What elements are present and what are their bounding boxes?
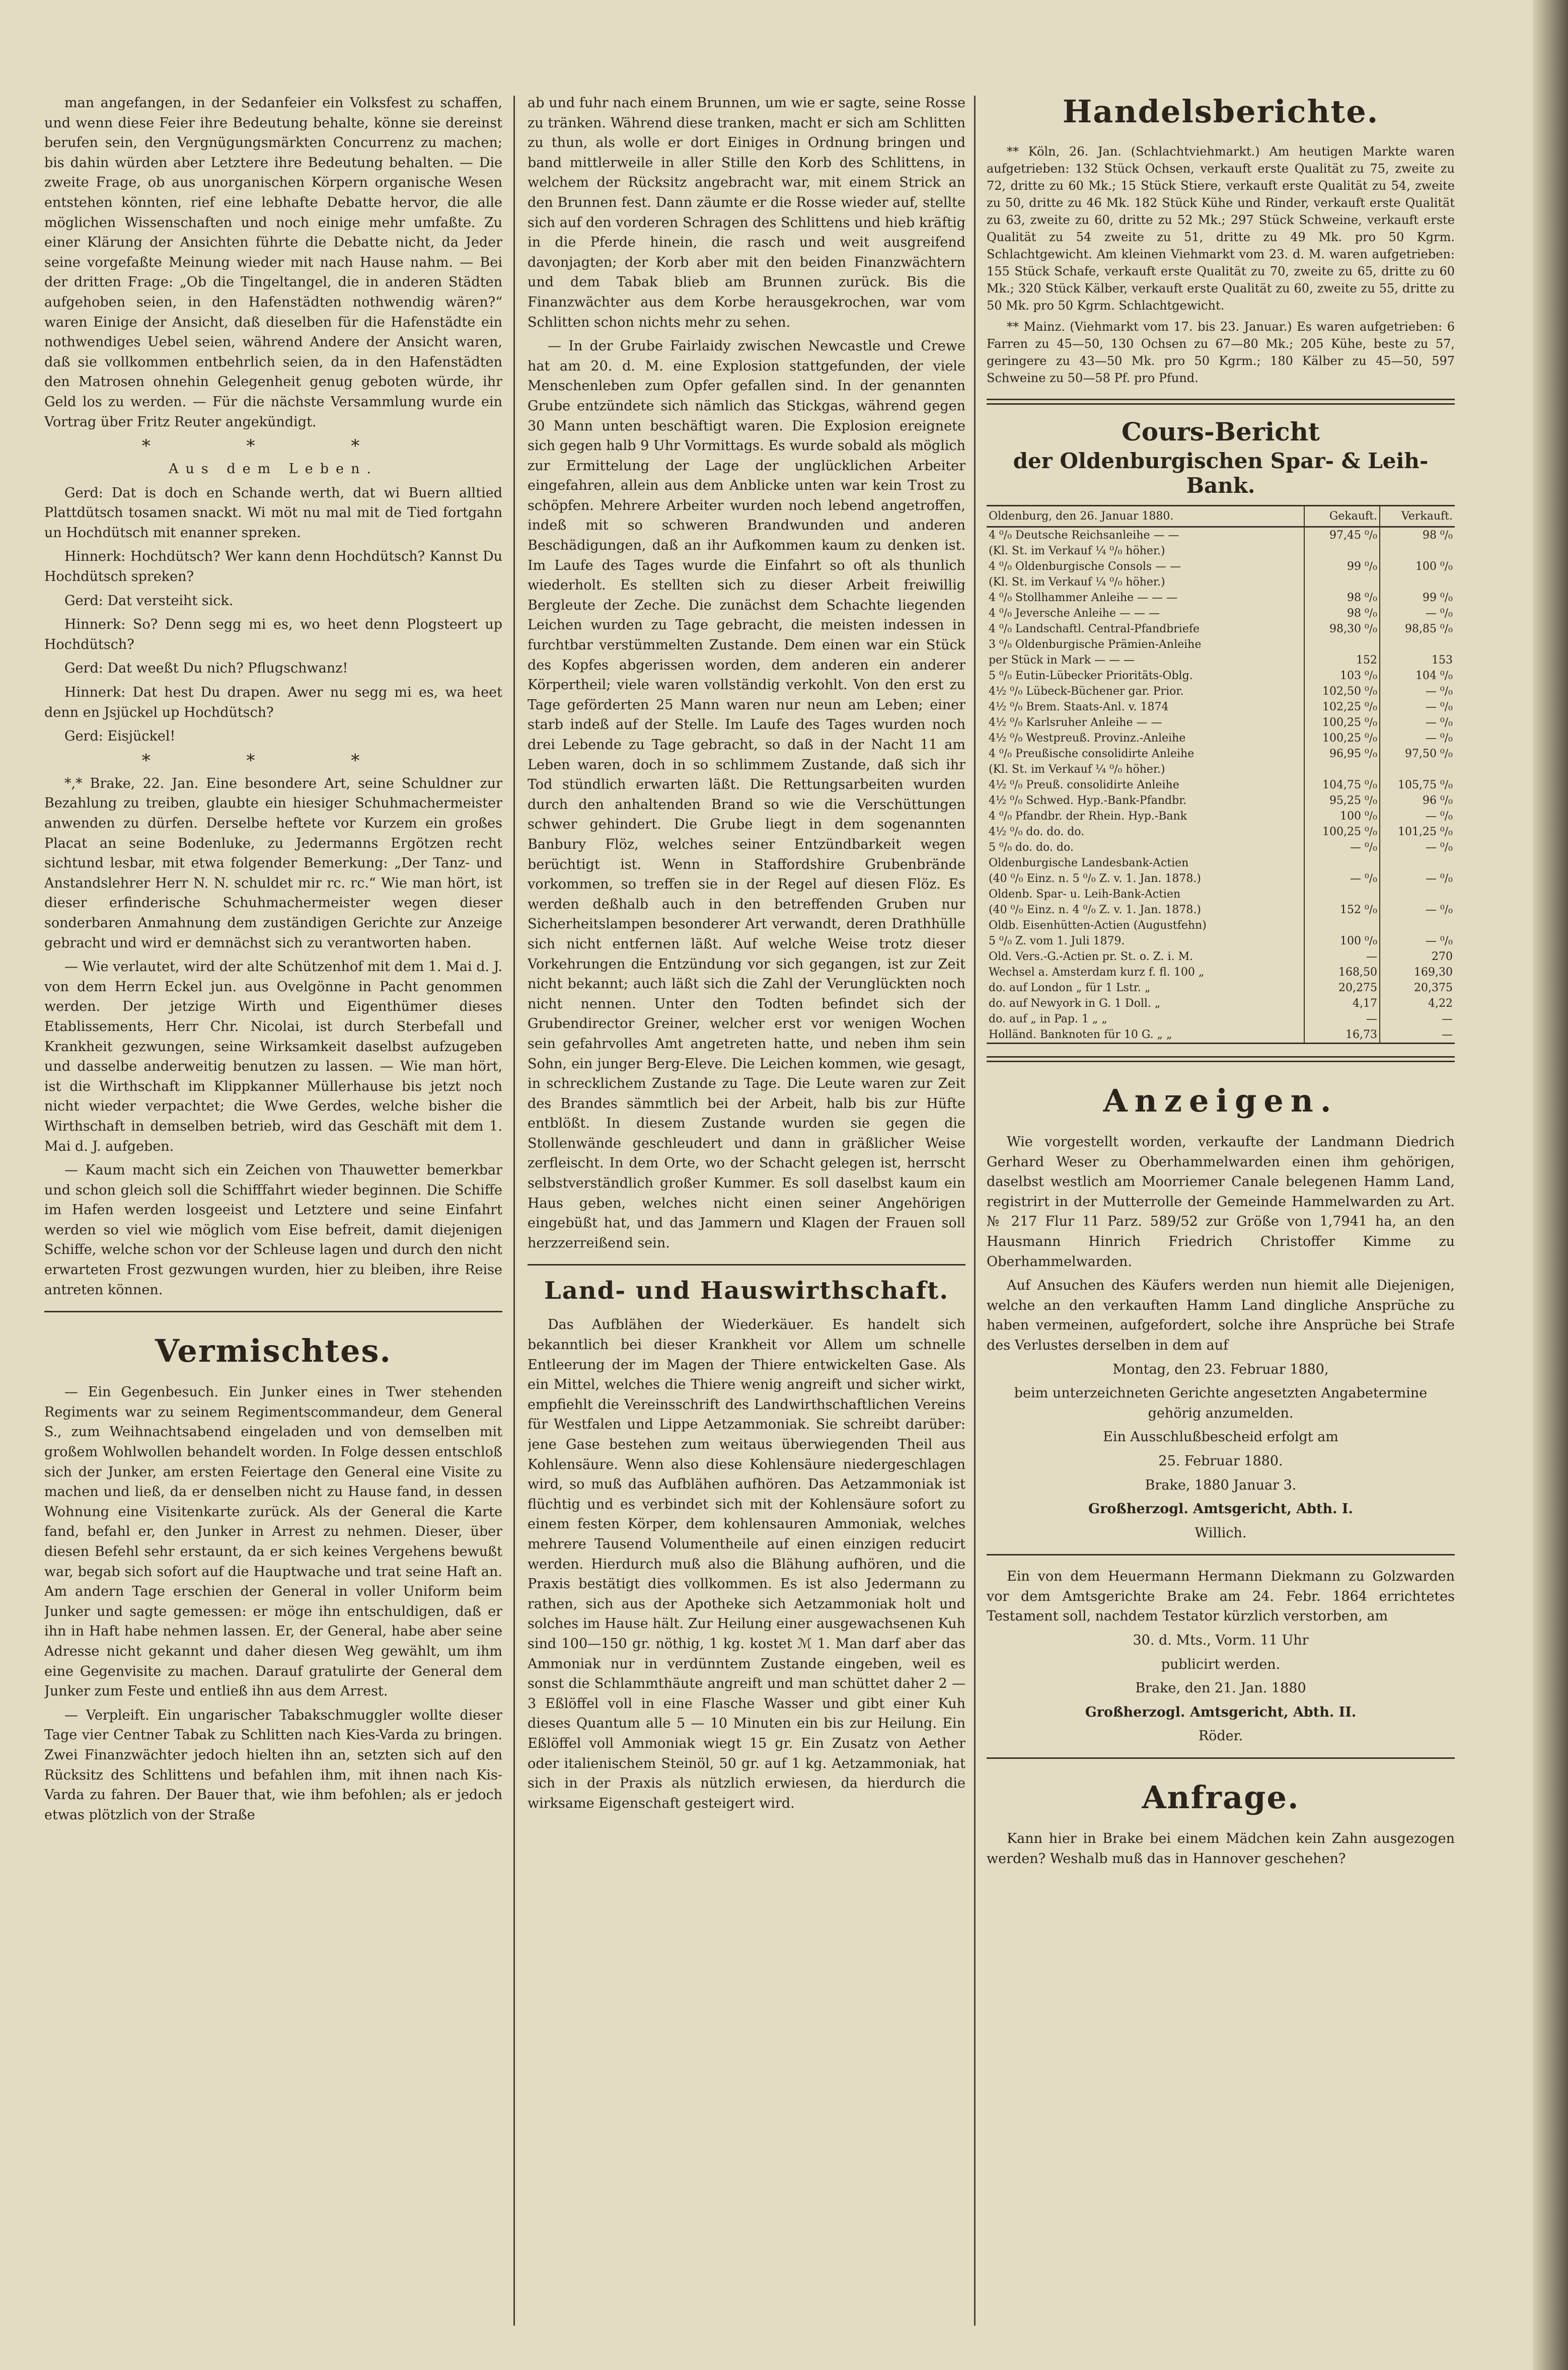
course-price-buy: 96,95 ⁰/₀	[1304, 746, 1380, 762]
course-price-sell	[1380, 918, 1455, 933]
column-middle	[528, 93, 965, 2328]
course-security-name: per Stück in Mark — — —	[989, 654, 1135, 666]
course-row	[987, 652, 1455, 668]
course-security-name: Old. Vers.-G.-Actien pr. St. o. Z. i. M.	[989, 950, 1193, 963]
course-price-buy: 102,50 ⁰/₀	[1304, 684, 1380, 699]
course-price-sell: 4,22	[1380, 996, 1455, 1011]
course-price-sell: 97,50 ⁰/₀	[1380, 746, 1455, 762]
ad-signature: Willich.	[1194, 1525, 1247, 1541]
course-security-name: do. auf London „ für 1 Lstr. „	[989, 982, 1151, 994]
course-row	[987, 1011, 1455, 1027]
article-thauwetter: — Kaum macht sich ein Zeichen von Thauwetter bemerkbar und schon gleich soll die Schifffahrt wieder beginnen. Die Schiffe im Hafen werden losgeeist und Letztere und seine Einfahrt werden so viel wie möglich vom Eise befreit, damit diejenigen Schiffe, welche schon vor der Schleuse lagen und durch den nicht erwarteten Frost gezwungen wurden, hier zu bleiben, ihre Reise antreten können.	[44, 1162, 502, 1298]
course-price-sell: — ⁰/₀	[1380, 871, 1455, 886]
course-price-buy	[1304, 637, 1380, 652]
course-price-sell: 270	[1380, 949, 1455, 965]
course-price-buy: —	[1304, 949, 1380, 965]
course-price-sell: — ⁰/₀	[1380, 606, 1455, 621]
course-security-name: Oldb. Eisenhütten-Actien (Augustfehn)	[989, 919, 1207, 932]
course-row	[987, 933, 1455, 949]
dialog-line: Gerd: Dat weeßt Du nich? Pflugschwanz!	[64, 660, 348, 677]
course-row	[987, 543, 1455, 559]
course-security-name: 4½ ⁰/₀ Westpreuß. Provinz.-Anleihe	[989, 732, 1186, 745]
course-report-title: Cours-Bericht	[1121, 417, 1320, 447]
course-price-sell: 99 ⁰/₀	[1380, 590, 1455, 606]
section-separator: * * *	[141, 436, 405, 457]
course-security-name: (Kl. St. im Verkauf ¼ ⁰/₀ höher.)	[989, 763, 1165, 776]
course-price-buy: 100 ⁰/₀	[1304, 808, 1380, 824]
course-row	[987, 699, 1455, 715]
article-grube-explosion: — In der Grube Fairlaidy zwischen Newcastle und Crewe hat am 20. d. M. eine Explosion stattgefunden, der viele Menschenleben zum Opfer gefallen sind. In der genannten Grube entzündete sich nämlich das Stickgas, während gegen 30 Mann unten beschäftigt waren. Die Explosion ereignete sich gegen halb 9 Uhr Vormittags. Es wurde sobald als möglich zur Ermittelung der Lage der unglücklichen Arbeiter eingefahren, allein aus dem Anblicke unten war kein Trost zu schöpfen. Mehrere Arbeiter wurden noch lebend angetroffen, indeß mit so schweren Brandwunden und anderen Beschädigungen, daß an ihr Aufkommen kaum zu denken ist. Im Laufe des Tages wurde die Einfahrt so oft als thunlich wiederholt. Es stellten sich zu dieser Arbeit freiwillig Bergleute der Zeche. Die zunächst dem Schachte liegenden Leichen wurden zu Tage gebracht, die meisten indessen in furchtbar verstümmelten Zustande. Dem einen war ein Stück des Kopfes abgerissen worden, dem anderen ein anderer Körpertheil; viele waren vollständig verkohlt. Von den erst zu Tage geförderten 25 Mann waren nur neun am Leben; einer starb indeß auf der Stelle. Im Laufe des Tages wurden noch drei Lebende zu Tage gebracht, so daß in der Nacht 11 am Leben waren, doch in so schlimmem Zustande, daß sich ihr Tod stündlich erwarten läßt. Die Rettungsarbeiten wurden durch den anhaltenden Brand so wie die Verschüttungen schwer gehindert. Die Grube liegt in dem sogenannten Banbury Flöz, welches seiner Entzündbarkeit wegen berüchtigt ist. Wenn in Staffordshire Grubenbrände vorkommen, so treffen sie in der Regel auf diesen Flöz. Es werden deßhalb auch in den betreffenden Gruben nur Sicherheitslampen besonderer Art verwandt, deren Drathhülle sich nicht entfernen läßt. Auf welche Weise trotz dieser Vorkehrungen die Entzündung vor sich gegangen, ist zur Zeit nicht bekannt; auch läßt sich die Zahl der Verunglückten noch nicht nennen. Unter den Todten befindet sich der Grubendirector Greiner, welcher erst vor wenigen Wochen sein gefahrvolles Amt angetreten hatte, und neben ihm sein Sohn, ein junger Berg-Eleve. Die Leichen kommen, wie gesagt, in schrecklichem Zustande zu Tage. Die Leute waren zur Zeit des Brandes sämmtlich bei der Arbeit, halb bis zur Hüfte entblößt. In diesem Zustande wurden sie gegen die Stollenwände geschleudert und dann in gräßlicher Weise zerfleischt. In dem Orte, wo der Schacht gelegen ist, herrscht selbstverständlich großer Kummer. Es soll daselbst kaum ein Haus geben, welches nicht einen seiner Angehörigen eingebüßt hat, und das Jammern und Klagen der Frauen soll herzzerreißend sein.	[528, 338, 965, 1251]
course-security-name: 5 ⁰/₀ Eutin-Lübecker Prioritäts-Oblg.	[989, 670, 1193, 682]
section-title-anzeigen: Anzeigen.	[1103, 1082, 1338, 1119]
course-security-name: do. auf Newyork in G. 1 Doll. „	[989, 997, 1161, 1010]
ad-signature: Röder.	[1198, 1728, 1243, 1744]
course-security-name: do. auf „ in Pap. 1 „ „	[989, 1013, 1107, 1025]
course-price-sell: — ⁰/₀	[1380, 933, 1455, 949]
course-price-buy: 152	[1304, 652, 1380, 668]
course-row	[987, 824, 1455, 840]
article-verpleift-continued: ab und fuhr nach einem Brunnen, um wie er sagte, seine Rosse zu tränken. Während diese tranken, macht er sich am Schlitten zu thun, als wolle er dort Einiges in Ordnung bringen und band mittlerweile in aller Stille den Korb des Schlittens, in welchem der Rücksitz angebracht war, mit einem Strick an den Brunnen fest. Dann zäumte er die Rosse wieder auf, stellte sich auf den vorderen Schragen des Schlittens und hieb kräftig in die Pferde hinein, die rasch und weit ausgreifend davonjagten; der Korb aber mit den beiden Finanzwächtern und dem Tabak blieb am Brunnen zurück. Bis die Finanzwächter aus dem Korbe herausgekrochen, war vom Schlitten schon nichts mehr zu sehen.	[528, 95, 965, 330]
course-row	[987, 684, 1455, 699]
section-title-land-hauswirthschaft: Land- und Hauswirthschaft.	[544, 1277, 949, 1305]
course-price-buy: 102,25 ⁰/₀	[1304, 699, 1380, 715]
course-price-buy	[1304, 855, 1380, 871]
course-price-buy: 98 ⁰/₀	[1304, 590, 1380, 606]
ad-issuer: Großherzogl. Amtsgericht, Abth. I.	[1088, 1501, 1353, 1517]
course-price-buy: — ⁰/₀	[1304, 840, 1380, 855]
course-table-header	[987, 506, 1455, 527]
course-security-name: Holländ. Banknoten für 10 G. „ „	[987, 1027, 1304, 1044]
section-title-vermischtes: Vermischtes.	[155, 1332, 392, 1370]
course-price-sell: 100 ⁰/₀	[1380, 559, 1455, 574]
course-row	[987, 637, 1455, 652]
article-aufblaehen: Das Aufblähen der Wiederkäuer. Es handelt sich bekanntlich bei dieser Krankheit vor Allem um schnelle Entleerung der im Magen der Thiere entwickelten Gase. Als ein Mittel, welches die Thiere wenig angreift und sicher wirkt, empfiehlt die Vereinsschrift des Landwirthschaftlichen Vereins für Westfalen und Lippe Aetzammoniak. Sie schreibt darüber: jene Gase bestehen zum weitaus überwiegenden Theil aus Kohlensäure. Wenn also diese Kohlensäure niedergeschlagen wird, so muß das Aufblähen aufhören. Das Aetzammoniak ist flüchtig und es verbindet sich mit der Kohlensäure sofort zu einem festen Körper, dem kohlensauren Ammoniak, welches mehrere Tausend Volumentheile auf einen einzigen reducirt werden. Hierdurch muß also die Blähung aufhören, und die Praxis bestätigt dies vollkommen. Es ist also Jedermann zu rathen, sich aus der Apotheke sich Aetzammoniak holt und solches im Hause hält. Zur Heilung einer ausgewachsenen Kuh sind 100—150 gr. nöthig, 1 kg. kostet ℳ 1. Man darf aber das Ammoniak nur in verdünntem Zustande eingeben, weil es sonst die Schlammthäute angreift und man schüttet daher 2 — 3 Eßlöffel voll in eine Flasche Wasser und gibt einer Kuh dieses Quantum alle 5 — 10 Minuten ein bis zur Heilung. Ein Eßlöffel voll Ammoniak wiegt 15 gr. Ein Zusatz von Aether oder italienischem Steinöl, 50 gr. auf 1 kg. Aetzammoniak, hat sich in der Praxis als nützlich erwiesen, da hierdurch die wirksame Eigenschaft gesteigert wird.	[528, 1317, 965, 1811]
article-gegenbesuch: — Ein Gegenbesuch. Ein Junker eines in Twer stehenden Regiments war zu seinem Regimentscommandeur, dem General S., zum Weihnachtsabend eingeladen und von demselben mit großem Wohlwollen behandelt worden. In Folge dessen entschloß sich der Junker, am ersten Feiertage den General eine Visite zu machen und ließ, da er denselben nicht zu Hause fand, in dessen Wohnung eine Visitenkarte zurück. Als der General die Karte fand, befahl er, den Junker in Arrest zu nehmen. Dieser, über diesen Befehl sehr erstaunt, da er sich keines Vergehens bewußt war, begab sich sofort auf die Hauptwache und trat seine Haft an. Am andern Tage erschien der General in voller Uniform beim Junker und sagte gemessen: er möge ihn entschuldigen, daß er ihn in Haft habe nehmen lassen. Er, der General, habe aber seine Adresse nicht gekannt und daher diesen Weg gewählt, um ihm eine Gegenvisite zu machen. Darauf gratulirte der General dem Junker zum Feste und entließ ihn aus dem Arrest.	[44, 1384, 502, 1699]
section-separator: * * *	[141, 750, 405, 771]
ad-place-date: Brake, den 21. Jan. 1880	[1135, 1680, 1306, 1696]
course-price-buy: 98 ⁰/₀	[1304, 606, 1380, 621]
ad-date: 30. d. Mts., Vorm. 11 Uhr	[1133, 1633, 1309, 1649]
course-price-buy	[1304, 918, 1380, 933]
course-price-buy: 99 ⁰/₀	[1304, 559, 1380, 574]
course-price-buy: 168,50	[1304, 965, 1380, 980]
course-price-sell: 104 ⁰/₀	[1380, 668, 1455, 684]
course-row	[987, 840, 1455, 855]
course-security-name: (Kl. St. im Verkauf ¼ ⁰/₀ höher.)	[989, 576, 1165, 588]
report-mainz: ** Mainz. (Viehmarkt vom 17. bis 23. Januar.) Es waren aufgetrieben: 6 Farren zu 45—50, 130 Ochsen zu 67—80 Mk.; 205 Kühe, beste zu 57, geringere zu 43—50 Mk. pro 50 Kgrm.; 180 Kälber zu 45—50, 597 Schweine zu 50—58 Pf. pro Pfund.	[987, 320, 1455, 385]
article-verpleift: — Verpleift. Ein ungarischer Tabakschmuggler wollte dieser Tage vier Centner Tabak zu Schlitten nach Kies-Varda zu bringen. Zwei Finanzwächter jedoch hielten ihn an, setzten sich auf den Rücksitz des Schlittens und befahlen ihm, mit ihnen nach Kis-Varda zu fahren. Der Bauer that, wie ihm befohlen; als er jedoch etwas plötzlich von der Straße	[44, 1707, 502, 1823]
course-row	[987, 871, 1455, 886]
course-price-sell: —	[1380, 1027, 1455, 1044]
divider	[987, 1757, 1455, 1759]
divider	[528, 1264, 965, 1266]
course-security-name: (40 ⁰/₀ Einz. n. 4 ⁰/₀ Z. v. 1. Jan. 1878.)	[989, 904, 1201, 916]
divider	[987, 1056, 1455, 1062]
course-row	[987, 777, 1455, 793]
course-security-name: 4 ⁰/₀ Deutsche Reichsanleihe — —	[989, 529, 1179, 542]
course-security-name: Wechsel a. Amsterdam kurz f. fl. 100 „	[989, 966, 1205, 979]
course-price-buy: 97,45 ⁰/₀	[1304, 527, 1380, 544]
course-row	[987, 574, 1455, 590]
course-security-name: 4½ ⁰/₀ Lübeck-Büchener gar. Prior.	[989, 685, 1184, 698]
course-price-buy: 100,25 ⁰/₀	[1304, 715, 1380, 730]
course-security-name: 5 ⁰/₀ do. do. do.	[989, 841, 1074, 854]
divider	[987, 399, 1455, 405]
course-price-sell	[1380, 543, 1455, 559]
ad-date: Montag, den 23. Februar 1880,	[1112, 1361, 1329, 1377]
course-row	[987, 980, 1455, 996]
advertisement-testament	[987, 1567, 1455, 1746]
course-row	[987, 793, 1455, 808]
course-price-sell: — ⁰/₀	[1380, 808, 1455, 824]
course-price-sell: — ⁰/₀	[1380, 902, 1455, 918]
course-price-buy	[1304, 886, 1380, 902]
course-row	[987, 668, 1455, 684]
course-row	[987, 621, 1455, 637]
column-verkauft: Verkauft.	[1380, 506, 1455, 527]
course-row	[987, 808, 1455, 824]
divider	[987, 1554, 1455, 1556]
column-right	[987, 93, 1455, 2328]
section-title-handelsberichte: Handelsberichte.	[1062, 93, 1379, 130]
course-price-buy: 100,25 ⁰/₀	[1304, 824, 1380, 840]
course-row	[987, 590, 1455, 606]
course-price-buy: 103 ⁰/₀	[1304, 668, 1380, 684]
ad-date: 25. Februar 1880.	[1158, 1453, 1283, 1469]
course-security-name: 4 ⁰/₀ Landschaftl. Central-Pfandbriefe	[989, 623, 1200, 635]
ad-text: beim unterzeichneten Gerichte angesetzten Angabetermine gehörig anzumelden.	[1014, 1385, 1428, 1421]
course-price-sell	[1380, 855, 1455, 871]
course-row	[987, 559, 1455, 574]
course-price-sell	[1380, 762, 1455, 777]
dialog-line: Gerd: Dat versteiht sick.	[64, 592, 234, 609]
course-security-name: 4½ ⁰/₀ Brem. Staats-Anl. v. 1874	[989, 701, 1169, 713]
course-report-subtitle: der Oldenburgischen Spar- & Leih-Bank.	[1013, 449, 1429, 498]
course-price-sell: — ⁰/₀	[1380, 840, 1455, 855]
ad-place-date: Brake, 1880 Januar 3.	[1145, 1477, 1297, 1493]
course-price-sell: 105,75 ⁰/₀	[1380, 777, 1455, 793]
course-price-sell: 153	[1380, 652, 1455, 668]
ad-text: Ein von dem Heuermann Hermann Diekmann zu Golzwarden vor dem Amtsgerichte Brake am 24. Febr. 1864 errichtetes Testament soll, nachdem Testator kürzlich verstorben, am	[987, 1569, 1455, 1624]
course-row	[987, 606, 1455, 621]
section-title-anfrage: Anfrage.	[1142, 1779, 1300, 1816]
course-price-sell	[1380, 886, 1455, 902]
course-price-buy: 4,17	[1304, 996, 1380, 1011]
course-price-buy	[1304, 543, 1380, 559]
course-security-name: (40 ⁰/₀ Einz. n. 5 ⁰/₀ Z. v. 1. Jan. 1878.)	[989, 872, 1201, 885]
section-title-aus-dem-leben: Aus dem Leben.	[169, 461, 378, 477]
article-sedanfeier: man angefangen, in der Sedanfeier ein Volksfest zu schaffen, und wenn diese Feier ihre Bedeutung behalte, könne sie dereinst berufen sein, den Vergnügungsmärkten Concurrenz zu machen; bis dahin würden aber Letztere ihre Bedeutung behalten. — Die zweite Frage, ob aus unorganischen Körpern organische Wesen entstehen könnten, rief eine lebhafte Debatte hervor, die alle möglichen Wissenschaften und noch einige mehr umfaßte. Zu einer Klärung der Ansichten führte die Debatte nicht, da Jeder seine vorgefaßte Meinung wieder mit nach Hause nahm. — Bei der dritten Frage: „Ob die Tingeltangel, die in anderen Städten aufgehoben seien, in den Hafenstädten nothwendig wären?“ waren Einige der Ansicht, daß dieselben für die Hafenstädte ein nothwendiges Uebel seien, während Andere der Ansicht waren, daß sie vollkommen entbehrlich seien, da in den Hafenstädten den Matrosen ohnehin Gelegenheit genug geboten würde, ihr Geld los zu werden. — Für die nächste Versammlung wurde ein Vortrag über Fritz Reuter angekündigt.	[44, 95, 502, 430]
course-row	[987, 855, 1455, 871]
course-table-body	[987, 527, 1455, 1044]
course-price-buy: 100,25 ⁰/₀	[1304, 730, 1380, 746]
dialog-gerd-hinnerk	[44, 483, 502, 747]
course-price-sell: — ⁰/₀	[1380, 730, 1455, 746]
divider	[44, 1311, 502, 1312]
course-row	[987, 1027, 1455, 1044]
course-price-sell: — ⁰/₀	[1380, 715, 1455, 730]
course-price-buy: 98,30 ⁰/₀	[1304, 621, 1380, 637]
dialog-line: Hinnerk: So? Denn segg mi es, wo heet denn Plogsteert up Hochdütsch?	[44, 617, 502, 652]
course-security-name: 4½ ⁰/₀ do. do. do.	[989, 826, 1085, 838]
column-rule-1	[513, 96, 515, 2326]
course-row	[987, 996, 1455, 1011]
article-schuetzenhof: — Wie verlautet, wird der alte Schützenhof mit dem 1. Mai d. J. von dem Herrn Eckel jun. aus Ovelgönne in Pacht genommen werden. Der jetzige Wirth und Eigenthümer dieses Etablissements, Herr Chr. Nicolai, ist durch Sterbefall und Krankheit gezwungen, seine Wirksamkeit daselbst aufzugeben und dasselbe anderweitig benutzen zu lassen. — Wie man hört, ist die Wirthschaft im Klippkanner Müllerhause bis jetzt noch nicht wieder verpachtet; die Wwe Gerdes, welche bisher die Wirthschaft in demselben betrieb, wird das Geschäft mit dem 1. Mai d. J. aufgeben.	[44, 959, 502, 1154]
course-price-buy: —	[1304, 1011, 1380, 1027]
course-security-name: 4 ⁰/₀ Jeversche Anleihe — — —	[989, 607, 1160, 620]
course-price-sell: —	[1380, 1011, 1455, 1027]
course-row	[987, 730, 1455, 746]
course-security-name: (Kl. St. im Verkauf ¼ ⁰/₀ höher.)	[989, 545, 1165, 557]
course-price-buy: 152 ⁰/₀	[1304, 902, 1380, 918]
dialog-line: Hinnerk: Dat hest Du drapen. Awer nu segg mi es, wa heet denn en Jsjückel up Hochdütsch?	[44, 685, 502, 720]
dialog-line: Gerd: Dat is doch en Schande werth, dat wi Buern alltied Plattdütsch tosamen snackt. Wi möt nu mal mit de Tied fortgahn un Hochdütsch mit enanner spreken.	[44, 485, 502, 541]
course-security-name: 5 ⁰/₀ Z. vom 1. Juli 1879.	[989, 935, 1125, 947]
column-gekauft: Gekauft.	[1304, 506, 1380, 527]
course-security-name: 4½ ⁰/₀ Preuß. consolidirte Anleihe	[989, 779, 1179, 791]
course-security-name: 4 ⁰/₀ Pfandbr. der Rhein. Hyp.-Bank	[989, 810, 1187, 823]
course-price-sell: — ⁰/₀	[1380, 684, 1455, 699]
ad-text: Auf Ansuchen des Käufers werden nun hiemit alle Diejenigen, welche an den verkauften Hamm Land dingliche Ansprüche zu haben vermeinen, aufgefordert, solche ihre Ansprüche bei Strafe des Verlustes derselben in dem auf	[987, 1278, 1455, 1353]
course-price-buy: 20,275	[1304, 980, 1380, 996]
course-price-sell: — ⁰/₀	[1380, 699, 1455, 715]
course-security-name: 4½ ⁰/₀ Karlsruher Anleihe — —	[989, 716, 1162, 729]
course-row	[987, 886, 1455, 902]
course-security-name: Oldenb. Spar- u. Leih-Bank-Actien	[989, 888, 1181, 901]
course-price-buy: — ⁰/₀	[1304, 871, 1380, 886]
course-row	[987, 902, 1455, 918]
course-security-name: 4 ⁰/₀ Oldenburgische Consols — —	[989, 560, 1181, 573]
dialog-line: Hinnerk: Hochdütsch? Wer kann denn Hochdütsch? Kannst Du Hochdütsch spreken?	[44, 549, 502, 585]
course-row	[987, 918, 1455, 933]
course-row	[987, 965, 1455, 980]
course-price-buy	[1304, 762, 1380, 777]
course-price-sell: 20,375	[1380, 980, 1455, 996]
course-price-buy: 104,75 ⁰/₀	[1304, 777, 1380, 793]
course-row	[987, 527, 1455, 544]
ad-text: publicirt werden.	[1161, 1656, 1281, 1672]
ad-issuer: Großherzogl. Amtsgericht, Abth. II.	[1085, 1704, 1357, 1720]
report-koeln: ** Köln, 26. Jan. (Schlachtviehmarkt.) Am heutigen Markte waren aufgetrieben: 132 Stück Ochsen, verkauft erste Qualität zu 75, zweite zu 72, dritte zu 60 Mk.; 15 Stück Stiere, verkauft erste Qualität zu 54, zweite zu 50, dritte zu 46 Mk. 182 Stück Kühe und Rinder, verkauft erste Qualität zu 63, zweite zu 60, dritte zu 52 Mk.; 297 Stück Schweine, verkauft erste Qualität zu 54 zweite zu 51, dritte zu 49 Mk. pro 50 Kgrm. Schlachtgewicht. Am kleinen Viehmarkt vom 23. d. M. waren aufgetrieben: 155 Stück Schafe, verkauft erste Qualität zu 70, zweite zu 65, dritte zu 60 Mk.; 320 Stück Kälber, verkauft erste Qualität zu 60, zweite zu 55, dritte zu 50 Mk. pro 50 Kgrm. Schlachtgewicht.	[987, 144, 1455, 313]
course-row	[987, 746, 1455, 762]
course-security-name: 4½ ⁰/₀ Schwed. Hyp.-Bank-Pfandbr.	[989, 794, 1187, 807]
course-price-buy: 100 ⁰/₀	[1304, 933, 1380, 949]
advertisement-hammland	[987, 1132, 1455, 1543]
column-rule-2	[974, 96, 976, 2326]
ad-text: Ein Ausschlußbescheid erfolgt am	[1103, 1429, 1338, 1445]
page-gutter	[1533, 0, 1568, 2370]
course-row	[987, 762, 1455, 777]
course-row	[987, 715, 1455, 730]
course-security-name: 3 ⁰/₀ Oldenburgische Prämien-Anleihe	[989, 638, 1202, 651]
course-security-name: Oldenburgische Landesbank-Actien	[989, 857, 1189, 869]
article-brake-schuhmacher: *,* Brake, 22. Jan. Eine besondere Art, seine Schuldner zur Bezahlung zu treiben, glaubte ein hiesiger Schuhmachermeister anwenden zu dürfen. Derselbe heftete vor Kurzem ein großes Placat an seine Bodenluke, zu Jedermanns Ergötzen recht sichtund lesbar, mit etwa folgender Bemerkung: „Der Tanz- und Anstandslehrer Herr N. N. schuldet mir rc. rc.“ Wie man hört, ist dieser erfinderische Schuhmachermeister wegen dieser sonderbaren Anmahnung dem zuständigen Gerichte zur Anzeige gebracht und wird er demnächst sich zu verantworten haben.	[44, 775, 502, 951]
course-price-sell: 101,25 ⁰/₀	[1380, 824, 1455, 840]
course-price-sell: 98,85 ⁰/₀	[1380, 621, 1455, 637]
course-price-sell: 169,30	[1380, 965, 1455, 980]
course-price-sell	[1380, 637, 1455, 652]
course-price-sell	[1380, 574, 1455, 590]
course-price-sell: 98 ⁰/₀	[1380, 527, 1455, 544]
course-table	[987, 505, 1455, 1044]
course-price-buy	[1304, 574, 1380, 590]
article-anfrage: Kann hier in Brake bei einem Mädchen kein Zahn ausgezogen werden? Weshalb muß das in Hannover geschehen?	[987, 1831, 1455, 1867]
ad-text: Wie vorgestellt worden, verkaufte der Landmann Diedrich Gerhard Weser zu Oberhammelwarden einen ihm gehörigen, daselbst westlich am Moorriemer Canale belegenen Hamm Land, registrirt in der Mutterrolle der Gemeinde Hammelwarden zu Art. № 217 Flur 11 Parz. 589/52 zur Größe von 1,7941 ha, an den Hausmann Hinrich Friedrich Christoffer Kimme zu Oberhammelwarden.	[987, 1134, 1455, 1270]
dialog-line: Gerd: Eisjückel!	[64, 728, 176, 745]
course-security-name: 4 ⁰/₀ Preußische consolidirte Anleihe	[989, 748, 1194, 760]
course-price-buy: 95,25 ⁰/₀	[1304, 793, 1380, 808]
column-left	[44, 93, 502, 2328]
course-row	[987, 949, 1455, 965]
course-security-name: 4 ⁰/₀ Stollhammer Anleihe — — —	[989, 591, 1178, 604]
course-price-sell: 96 ⁰/₀	[1380, 793, 1455, 808]
course-price-buy: 16,73	[1304, 1027, 1380, 1044]
course-date: Oldenburg, den 26. Januar 1880.	[987, 506, 1304, 527]
